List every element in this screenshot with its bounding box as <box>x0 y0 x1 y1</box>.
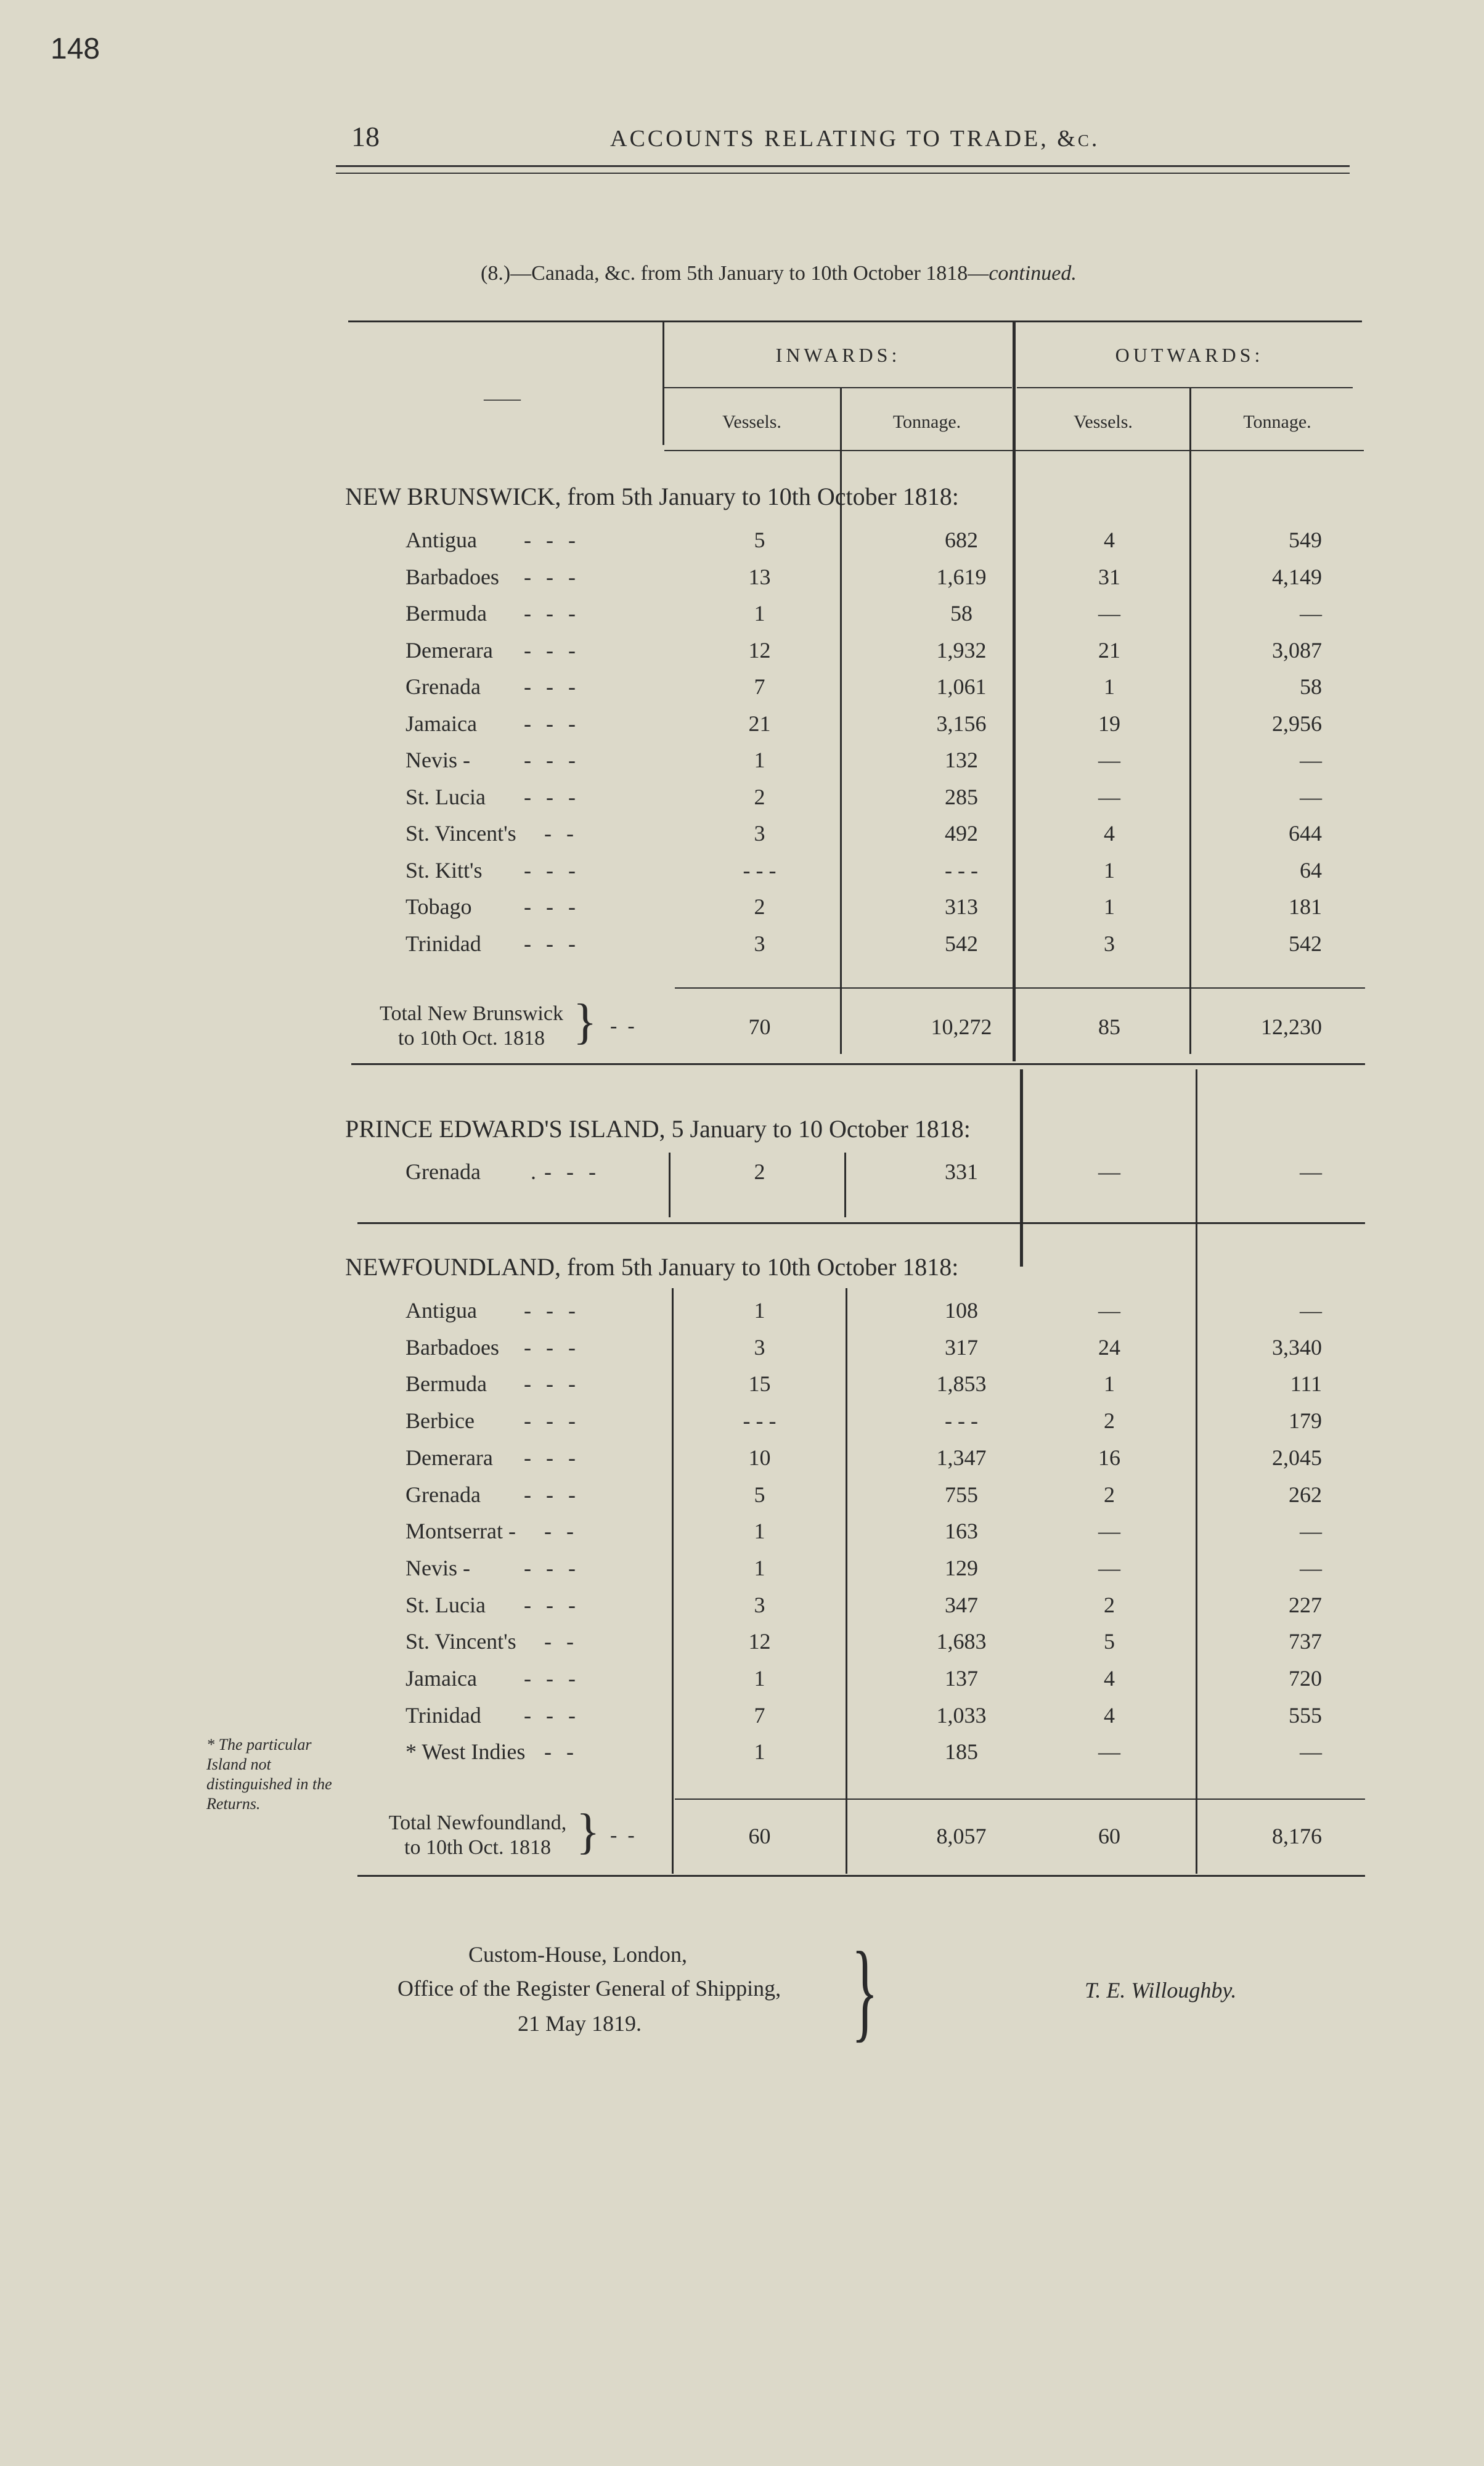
vessels-inwards: 1 <box>754 1519 765 1544</box>
vessels-outwards: 4 <box>1104 528 1115 552</box>
vessels-outwards: — <box>1098 1519 1120 1544</box>
vessels-inwards: 21 <box>748 711 771 736</box>
vessels-inwards: 1 <box>754 1739 765 1765</box>
tonnage-outwards: 64 <box>1300 857 1322 883</box>
tonnage-outwards: — <box>1300 1739 1322 1765</box>
tonnage-outwards: — <box>1300 784 1322 809</box>
vessels-outwards: 4 <box>1104 821 1115 846</box>
tonnage-outwards: — <box>1300 1555 1322 1580</box>
nf-bottom-rule <box>357 1875 1365 1877</box>
nf-total-values <box>0 1823 1484 1858</box>
leader-dots: - - <box>524 1739 575 1765</box>
vessels-outwards: — <box>1098 784 1120 809</box>
tonnage-inwards: 108 <box>945 1298 978 1323</box>
leader-dots: - - - <box>524 674 577 699</box>
nb-total-tonnage-out: 12,230 <box>1261 1015 1322 1039</box>
row-label: * West Indies <box>406 1739 526 1765</box>
nb-total-line1: Total New Brunswick <box>380 1002 563 1025</box>
vessels-inwards: 1 <box>754 1298 765 1323</box>
tonnage-outwards: — <box>1300 601 1322 626</box>
leader-dots: - - <box>524 821 575 846</box>
tonnage-inwards: 682 <box>945 528 978 552</box>
vessels-outwards: — <box>1098 1555 1120 1580</box>
nf-total-dots: - - <box>610 1824 635 1847</box>
footer-line-2: Office of the Register General of Shipping, <box>398 1976 781 2001</box>
tonnage-outwards: 3,087 <box>1272 637 1322 663</box>
row-label: Nevis - <box>406 748 470 772</box>
tonnage-outwards: 644 <box>1289 821 1322 846</box>
leader-dots: - - - <box>524 1334 577 1360</box>
vessels-outwards: — <box>1098 601 1120 626</box>
table-row <box>0 894 1484 928</box>
tonnage-inwards: 313 <box>945 894 978 919</box>
table-row <box>0 637 1484 672</box>
tonnage-inwards: 185 <box>945 1739 978 1765</box>
tonnage-inwards: 1,853 <box>936 1371 987 1397</box>
tonnage-inwards: 492 <box>945 821 978 846</box>
row-label: Grenada <box>406 674 481 699</box>
footer-line-3: 21 May 1819. <box>518 2011 642 2036</box>
vessels-inwards: 2 <box>754 1159 765 1184</box>
tonnage-inwards: - - - <box>945 857 978 883</box>
nb-total-rule <box>675 987 1365 989</box>
tonnage-inwards: 317 <box>945 1334 978 1360</box>
vessels-inwards: 1 <box>754 601 765 626</box>
tonnage-outwards: 111 <box>1290 1371 1322 1397</box>
vessels-outwards: 31 <box>1098 564 1120 589</box>
vessels-outwards: 1 <box>1104 1371 1115 1397</box>
table-row <box>0 1482 1484 1516</box>
vessels-outwards: — <box>1098 748 1120 772</box>
vessels-inwards: - - - <box>743 857 777 883</box>
table-row <box>0 600 1484 635</box>
leader-dots: - - - <box>524 894 577 919</box>
tonnage-outwards: — <box>1300 1159 1322 1184</box>
row-label: Berbice <box>406 1408 475 1434</box>
vessels-outwards: 16 <box>1098 1445 1120 1470</box>
table-row <box>0 1334 1484 1369</box>
tonnage-inwards: - - - <box>945 1408 978 1434</box>
nf-total-line2: to 10th Oct. 1818 <box>404 1836 551 1859</box>
vessels-outwards: 2 <box>1104 1482 1115 1507</box>
vessels-outwards: 21 <box>1098 637 1120 663</box>
leader-dots: - - - <box>524 1702 577 1728</box>
table-row <box>0 674 1484 708</box>
row-label: Bermuda <box>406 1371 487 1397</box>
table-row <box>0 1518 1484 1553</box>
vessels-outwards: 19 <box>1098 711 1120 736</box>
leaf-number: 18 <box>351 121 380 152</box>
tonnage-inwards: 1,683 <box>936 1629 987 1654</box>
table-row <box>0 1628 1484 1663</box>
tonnage-inwards: 163 <box>945 1519 978 1544</box>
nf-total-line1: Total Newfoundland, <box>388 1811 567 1834</box>
nb-total-line2: to 10th Oct. 1818 <box>398 1027 545 1050</box>
leader-dots: - - - <box>524 748 577 772</box>
vessels-outwards: 4 <box>1104 1702 1115 1728</box>
header-rule <box>336 165 1350 167</box>
vessels-outwards: — <box>1098 1159 1120 1184</box>
vessels-inwards: 1 <box>754 748 765 772</box>
leader-dots: - - - <box>524 1408 577 1434</box>
vessels-inwards: 7 <box>754 674 765 699</box>
leader-dots: - - <box>524 1629 575 1654</box>
tonnage-inwards: 1,619 <box>936 564 987 589</box>
vessels-inwards: 13 <box>748 564 771 589</box>
header-dash: —— <box>484 388 521 409</box>
vessels-outwards: 3 <box>1104 931 1115 956</box>
row-label: Trinidad <box>406 1702 481 1728</box>
tonnage-outwards: 262 <box>1289 1482 1322 1507</box>
running-title: ACCOUNTS RELATING TO TRADE, &c. <box>610 126 1100 152</box>
tonnage-outwards: 2,045 <box>1272 1445 1322 1470</box>
leader-dots: - - - <box>524 1555 577 1580</box>
tonnage-inwards: 58 <box>950 601 972 626</box>
tonnage-outwards: 181 <box>1289 894 1322 919</box>
table-row <box>0 1555 1484 1590</box>
footer-brace: } <box>851 1929 878 2052</box>
row-label: Montserrat - <box>406 1519 516 1544</box>
nf-total-vessels-out: 60 <box>1098 1824 1120 1848</box>
vessels-outwards: 1 <box>1104 857 1115 883</box>
leader-dots: - - - <box>524 931 577 956</box>
header-rule-2 <box>336 173 1350 174</box>
table-caption <box>481 262 1077 285</box>
tonnage-outwards: 2,956 <box>1272 711 1322 736</box>
row-label: Jamaica <box>406 711 477 736</box>
row-label: St. Vincent's <box>406 821 516 846</box>
tonnage-outwards: 720 <box>1289 1666 1322 1691</box>
nb-bottom-rule <box>351 1063 1365 1065</box>
tonnage-inwards: 285 <box>945 784 978 809</box>
nb-total-values <box>0 1014 1484 1048</box>
row-label: Barbadoes <box>406 1334 499 1360</box>
table-row <box>0 711 1484 745</box>
vessels-outwards: — <box>1098 1298 1120 1323</box>
row-label: Tobago <box>406 894 472 919</box>
leader-dots: - - - <box>524 711 577 736</box>
vessels-inwards: 3 <box>754 1592 765 1617</box>
leader-dots: - - - <box>524 1371 577 1397</box>
footer-line-1: Custom-House, London, <box>468 1942 687 1967</box>
tonnage-outwards: 555 <box>1289 1702 1322 1728</box>
row-label: Grenada <box>406 1482 481 1507</box>
row-label: St. Lucia <box>406 784 486 809</box>
table-row <box>0 931 1484 965</box>
row-label: Bermuda <box>406 601 487 626</box>
tonnage-outwards: 737 <box>1289 1629 1322 1654</box>
header-tonnage-in: Tonnage. <box>892 412 961 432</box>
nf-total-vessels-in: 60 <box>748 1824 771 1848</box>
row-label: Nevis - <box>406 1555 470 1580</box>
tonnage-outwards: — <box>1300 1519 1322 1544</box>
nb-total-brace: } <box>573 995 597 1049</box>
vessels-inwards: 2 <box>754 784 765 809</box>
header-tonnage-out: Tonnage. <box>1243 412 1311 432</box>
vessels-inwards: 3 <box>754 821 765 846</box>
vessels-outwards: 1 <box>1104 894 1115 919</box>
vessels-inwards: 5 <box>754 1482 765 1507</box>
tonnage-inwards: 129 <box>945 1555 978 1580</box>
tonnage-inwards: 132 <box>945 748 978 772</box>
vessels-outwards: 24 <box>1098 1334 1120 1360</box>
row-label: St. Kitt's <box>406 857 483 883</box>
leader-dots: - - - <box>524 564 577 589</box>
nb-total-vessels-in: 70 <box>748 1015 771 1039</box>
caption-main: (8.)—Canada, &c. from 5th January to 10th October 1818— <box>481 262 989 285</box>
table-row <box>0 747 1484 782</box>
table-row <box>0 564 1484 598</box>
vessels-outwards: — <box>1098 1739 1120 1765</box>
pei-bottom-rule <box>357 1222 1365 1224</box>
tonnage-inwards: 542 <box>945 931 978 956</box>
header-inwards: INWARDS: <box>775 344 901 366</box>
leader-dots: - - - <box>524 1445 577 1470</box>
row-label: Trinidad <box>406 931 481 956</box>
vessels-inwards: 15 <box>748 1371 771 1397</box>
tonnage-outwards: — <box>1300 1298 1322 1323</box>
vessels-outwards: 5 <box>1104 1629 1115 1654</box>
row-label: Barbadoes <box>406 564 499 589</box>
vessels-outwards: 1 <box>1104 674 1115 699</box>
tonnage-inwards: 331 <box>945 1159 978 1184</box>
leader-dots: - - - <box>524 1592 577 1617</box>
tonnage-outwards: 4,149 <box>1272 564 1322 589</box>
vessels-outwards: 4 <box>1104 1666 1115 1691</box>
tonnage-inwards: 1,932 <box>936 637 987 663</box>
tonnage-outwards: 549 <box>1289 528 1322 552</box>
col-rule-1 <box>662 322 664 445</box>
row-label: Jamaica <box>406 1666 477 1691</box>
caption-italic: continued. <box>989 262 1077 285</box>
row-label: Demerara <box>406 637 493 663</box>
vessels-inwards: 3 <box>754 931 765 956</box>
tonnage-inwards: 137 <box>945 1666 978 1691</box>
table-row <box>0 784 1484 819</box>
tonnage-outwards: 58 <box>1300 674 1322 699</box>
tonnage-inwards: 1,033 <box>936 1702 987 1728</box>
page-number: 148 <box>51 33 100 65</box>
vessels-inwards: 2 <box>754 894 765 919</box>
tonnage-inwards: 347 <box>945 1592 978 1617</box>
header-vessels-in: Vessels. <box>722 412 781 432</box>
vessels-inwards: 1 <box>754 1555 765 1580</box>
table-row <box>0 820 1484 855</box>
row-label: Demerara <box>406 1445 493 1470</box>
tonnage-outwards: 179 <box>1289 1408 1322 1434</box>
leader-dots: - - - <box>524 784 577 809</box>
vessels-inwards: 3 <box>754 1334 765 1360</box>
nf-total-tonnage-in: 8,057 <box>936 1824 987 1848</box>
leader-dots: - - - <box>524 528 577 552</box>
tonnage-outwards: — <box>1300 748 1322 772</box>
leader-dots: - - <box>524 1519 575 1544</box>
leader-dots: . - - - <box>524 1159 597 1184</box>
leader-dots: - - - <box>524 1298 577 1323</box>
vessels-inwards: 12 <box>748 637 771 663</box>
row-label: St. Vincent's <box>406 1629 516 1654</box>
row-label: Antigua <box>406 1298 477 1323</box>
table-row <box>0 857 1484 892</box>
table-row <box>0 1408 1484 1442</box>
vessels-inwards: 7 <box>754 1702 765 1728</box>
tonnage-inwards: 1,347 <box>936 1445 987 1470</box>
tonnage-inwards: 3,156 <box>936 711 987 736</box>
row-label: Antigua <box>406 528 477 552</box>
vessels-inwards: 10 <box>748 1445 771 1470</box>
vessels-outwards: 2 <box>1104 1592 1115 1617</box>
table-row <box>0 1665 1484 1700</box>
row-label: Grenada <box>406 1159 481 1184</box>
table-row <box>0 1297 1484 1332</box>
tonnage-outwards: 227 <box>1289 1592 1322 1617</box>
vessels-inwards: 1 <box>754 1666 765 1691</box>
vessels-inwards: - - - <box>743 1408 777 1434</box>
section-title-newfoundland: NEWFOUNDLAND, from 5th January to 10th October 1818: <box>345 1253 959 1281</box>
subhead-rule <box>664 450 1364 451</box>
nb-total-tonnage-in: 10,272 <box>931 1015 992 1039</box>
leader-dots: - - - <box>524 857 577 883</box>
nf-total-brace: } <box>576 1805 600 1859</box>
signature: T. E. Willoughby. <box>1085 1978 1237 2003</box>
table-top-rule <box>348 320 1362 322</box>
table-row <box>0 527 1484 561</box>
leader-dots: - - - <box>524 637 577 663</box>
tonnage-outwards: 3,340 <box>1272 1334 1322 1360</box>
leader-dots: - - - <box>524 1482 577 1507</box>
nf-total-rule <box>675 1798 1365 1800</box>
table-row <box>0 1592 1484 1627</box>
vessels-inwards: 5 <box>754 528 765 552</box>
tonnage-inwards: 755 <box>945 1482 978 1507</box>
inwards-rule <box>664 387 1012 388</box>
outwards-rule <box>1017 387 1353 388</box>
nf-total-tonnage-out: 8,176 <box>1272 1824 1322 1848</box>
leader-dots: - - - <box>524 601 577 626</box>
row-label: St. Lucia <box>406 1592 486 1617</box>
table-row <box>0 1371 1484 1405</box>
header-vessels-out: Vessels. <box>1074 412 1133 432</box>
leader-dots: - - - <box>524 1666 577 1691</box>
table-row <box>0 1445 1484 1479</box>
vessels-outwards: 2 <box>1104 1408 1115 1434</box>
header-outwards: OUTWARDS: <box>1115 344 1264 366</box>
table-row <box>0 1159 1484 1193</box>
section-title-new-brunswick: NEW BRUNSWICK, from 5th January to 10th October 1818: <box>345 483 959 510</box>
tonnage-outwards: 542 <box>1289 931 1322 956</box>
vessels-inwards: 12 <box>748 1629 771 1654</box>
section-title-pei: PRINCE EDWARD'S ISLAND, 5 January to 10 October 1818: <box>345 1115 971 1143</box>
tonnage-inwards: 1,061 <box>936 674 987 699</box>
nb-total-vessels-out: 85 <box>1098 1015 1120 1039</box>
nb-total-dots: - - <box>610 1015 635 1037</box>
side-note: * The particular Island not distinguished in the Returns. <box>206 1736 332 1813</box>
table-row <box>0 1702 1484 1737</box>
